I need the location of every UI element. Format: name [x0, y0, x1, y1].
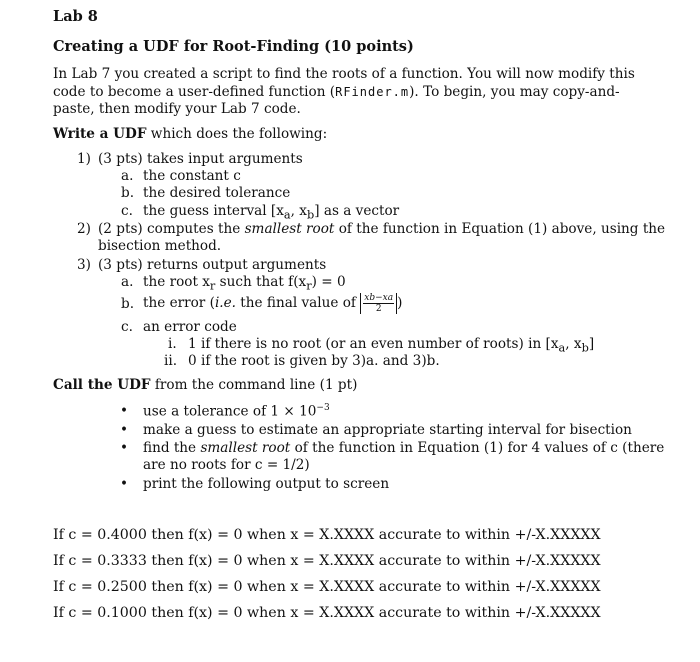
intro-paragraph	[53, 66, 653, 119]
item-1c-sub-b: b	[306, 207, 315, 222]
item-2-em: smallest root	[244, 221, 335, 237]
intro-code: RFinder.m	[335, 84, 410, 99]
error-fraction	[360, 293, 397, 314]
item-1-num: 1)	[77, 151, 91, 167]
item-1c-mid: , x	[290, 203, 307, 219]
write-udf-rest: which does the following:	[146, 126, 328, 142]
item-1a-letter: a.	[121, 168, 134, 184]
item-1a-text: the constant c	[143, 168, 241, 184]
bullet-3-line-2: are no roots for c = 1/2)	[143, 457, 310, 473]
bullet-dot: •	[120, 476, 129, 492]
item-2-t1: (2 pts) computes the	[98, 221, 245, 237]
item-3-text: (3 pts) returns output arguments	[98, 257, 327, 273]
bullet-2-text: make a guess to estimate an appropriate starting interval for bisection	[143, 422, 632, 438]
item-1c-t1: the guess interval [x	[143, 203, 284, 219]
output-line-1: If c = 0.4000 then f(x) = 0 when x = X.XXXX accurate to within +/-X.XXXXX	[53, 527, 601, 543]
item-3ci-t1: 1 if there is no root (or an even number of roots) in [x	[188, 336, 559, 352]
item-3a-sub-2: r	[306, 278, 312, 293]
item-1c-letter: c.	[121, 203, 133, 219]
call-udf-rest: from the command line (1 pt)	[150, 377, 358, 393]
item-3ci-sub-a: a	[558, 340, 566, 355]
item-3ci-text	[188, 336, 594, 355]
item-3b-t1: the error (	[143, 295, 215, 311]
item-3a-t1: the root x	[143, 274, 210, 290]
item-3a-sub-1: r	[209, 278, 216, 293]
item-3ci-sub-b: b	[581, 340, 589, 355]
item-2-line-1	[98, 221, 665, 237]
item-3b-text	[143, 293, 402, 314]
item-3b-letter: b.	[121, 296, 135, 312]
intro-text-2: ). To begin, you may copy-and-paste, then modify your Lab 7 code.	[53, 83, 620, 117]
lab-label: Lab 8	[53, 8, 98, 25]
bullet-dot: •	[120, 440, 129, 456]
call-udf-bold: Call the UDF	[53, 377, 151, 393]
bullet-3-em: smallest root	[200, 440, 291, 456]
item-2-t2: of the function in Equation (1) above, using the	[334, 221, 666, 237]
item-3a-t2: such that f(x	[215, 274, 307, 290]
item-2-num: 2)	[77, 221, 91, 237]
bullet-item-4	[120, 476, 390, 492]
item-1c-text	[143, 203, 399, 222]
page-title: Creating a UDF for Root-Finding (10 points)	[53, 38, 414, 55]
intro-text-1: In Lab 7 you created a script to find the roots of a function. You will now modify this code to become a user-defined function (	[53, 66, 635, 100]
item-3-num: 3)	[77, 257, 91, 273]
bullet-1-text: use a tolerance of 1 × 10	[143, 403, 317, 420]
fraction-denominator: 2	[375, 304, 382, 314]
item-3a-t3: ) = 0	[311, 274, 346, 290]
item-3ci-numeral: i.	[168, 336, 177, 352]
bullet-1-sup: −3	[316, 403, 330, 413]
output-line-3: If c = 0.2500 then f(x) = 0 when x = X.XXXX accurate to within +/-X.XXXXX	[53, 579, 601, 595]
bullet-item-2	[120, 422, 632, 438]
item-3a-text	[143, 274, 346, 293]
item-3c-text: an error code	[143, 319, 237, 335]
bullet-item-3	[120, 440, 665, 456]
item-1b-letter: b.	[121, 185, 135, 201]
item-1b-text: the desired tolerance	[143, 185, 291, 201]
bullet-item-1	[120, 403, 330, 420]
bullet-dot: •	[120, 403, 129, 419]
item-3b-t2: the final value of	[235, 295, 361, 311]
item-3b-em: i.e.	[214, 295, 236, 311]
output-line-2: If c = 0.3333 then f(x) = 0 when x = X.XXXX accurate to within +/-X.XXXXX	[53, 553, 601, 569]
call-udf-line	[53, 377, 357, 393]
item-1c-sub-a: a	[283, 207, 291, 222]
output-line-4: If c = 0.1000 then f(x) = 0 when x = X.XXXX accurate to within +/-X.XXXXX	[53, 605, 601, 621]
item-1-text: (3 pts) takes input arguments	[98, 151, 303, 167]
item-3ci-mid: , x	[565, 336, 582, 352]
bullet-3-t2: of the function in Equation (1) for 4 values of c (there	[290, 440, 665, 456]
item-1c-end: ] as a vector	[314, 203, 400, 219]
item-3cii-text: 0 if the root is given by 3)a. and 3)b.	[188, 353, 440, 369]
bullet-4-text: print the following output to screen	[143, 476, 390, 492]
item-3c-letter: c.	[121, 319, 133, 335]
bullet-3-t1: find the	[143, 440, 201, 456]
write-udf-bold: Write a UDF	[53, 126, 147, 142]
bullet-dot: •	[120, 422, 129, 438]
item-3cii-numeral: ii.	[164, 353, 178, 369]
item-2-line-2: bisection method.	[98, 238, 222, 254]
write-udf-line	[53, 126, 327, 142]
item-3a-letter: a.	[121, 274, 134, 290]
item-3ci-end: ]	[588, 336, 595, 352]
item-3b-t3: )	[397, 295, 403, 311]
fraction-numerator: xb−xa	[364, 293, 394, 303]
